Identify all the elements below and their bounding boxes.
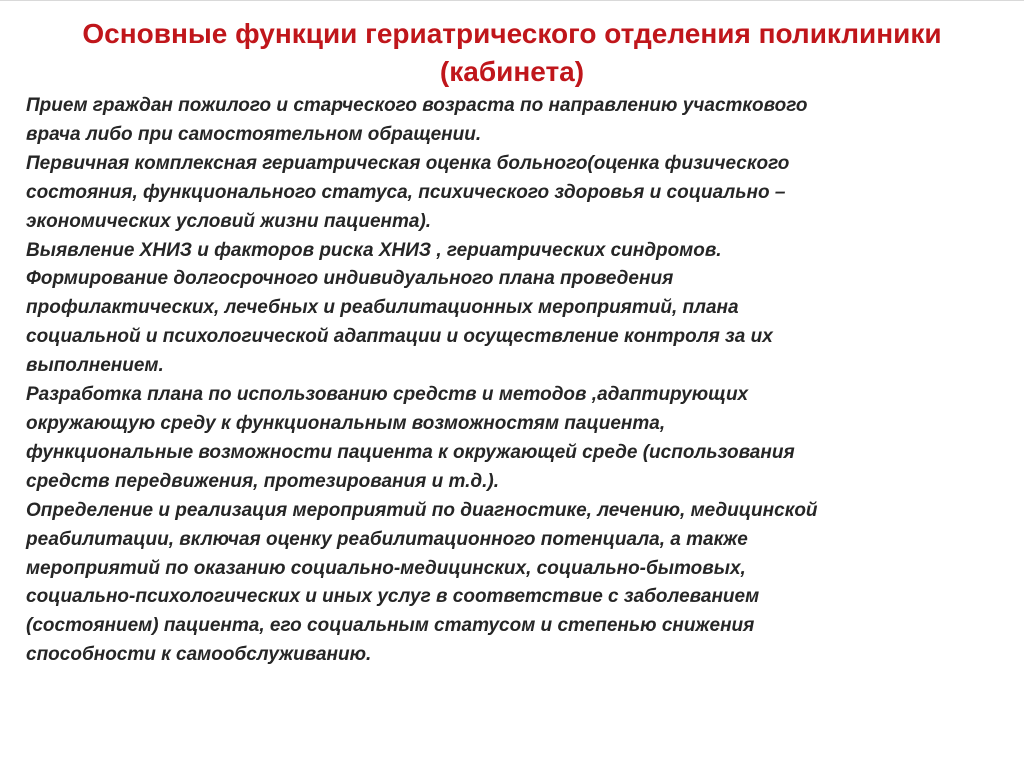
text-line: реабилитации, включая оценку реабилитационного потенциала, а также — [26, 528, 748, 550]
text-line: выполнением. — [26, 355, 164, 377]
text-line: средств передвижения, протезирования и т.д.). — [26, 470, 500, 492]
text-line: Формирование долгосрочного индивидуального плана проведения — [26, 268, 674, 290]
function-item-rehabilitation-measures — [26, 497, 986, 670]
function-item-reception — [26, 92, 986, 150]
text-line: Определение и реализация мероприятий по диагностике, лечению, медицинской — [26, 499, 818, 521]
function-item-long-term-plan — [26, 265, 986, 381]
text-line: Выявление ХНИЗ и факторов риска ХНИЗ , гериатрических синдромов. — [26, 239, 722, 261]
slide-body — [26, 92, 986, 670]
slide-title-line-1: Основные функции гериатрического отделения поликлиники — [82, 18, 942, 49]
text-line: экономических условий жизни пациента). — [26, 210, 432, 232]
function-item-risk-detection — [26, 237, 986, 266]
text-line: состояния, функционального статуса, психического здоровья и социально – — [26, 181, 786, 203]
slide-title — [0, 15, 1024, 91]
function-item-environment-adaptation — [26, 381, 986, 497]
text-line: социально-психологических и иных услуг в соответствие с заболеванием — [26, 586, 760, 608]
text-line: врача либо при самостоятельном обращении. — [26, 123, 482, 145]
text-line: мероприятий по оказанию социально-медицинских, социально-бытовых, — [26, 557, 746, 579]
text-line: функциональные возможности пациента к окружающей среде (использования — [26, 441, 795, 463]
text-line: (состоянием) пациента, его социальным статусом и степенью снижения — [26, 615, 755, 637]
text-line: способности к самообслуживанию. — [26, 644, 372, 666]
text-line: Прием граждан пожилого и старческого возраста по направлению участкового — [26, 95, 808, 116]
function-item-geriatric-assessment — [26, 150, 986, 237]
text-line: социальной и психологической адаптации и осуществление контроля за их — [26, 326, 773, 348]
text-line: Первичная комплексная гериатрическая оценка больного(оценка физического — [26, 152, 790, 174]
slide-title-line-2: (кабинета) — [439, 56, 585, 87]
text-line: окружающую среду к функциональным возможностям пациента, — [26, 412, 666, 434]
text-line: профилактических, лечебных и реабилитационных мероприятий, плана — [26, 297, 739, 319]
text-line: Разработка плана по использованию средств и методов ,адаптирующих — [26, 384, 749, 406]
